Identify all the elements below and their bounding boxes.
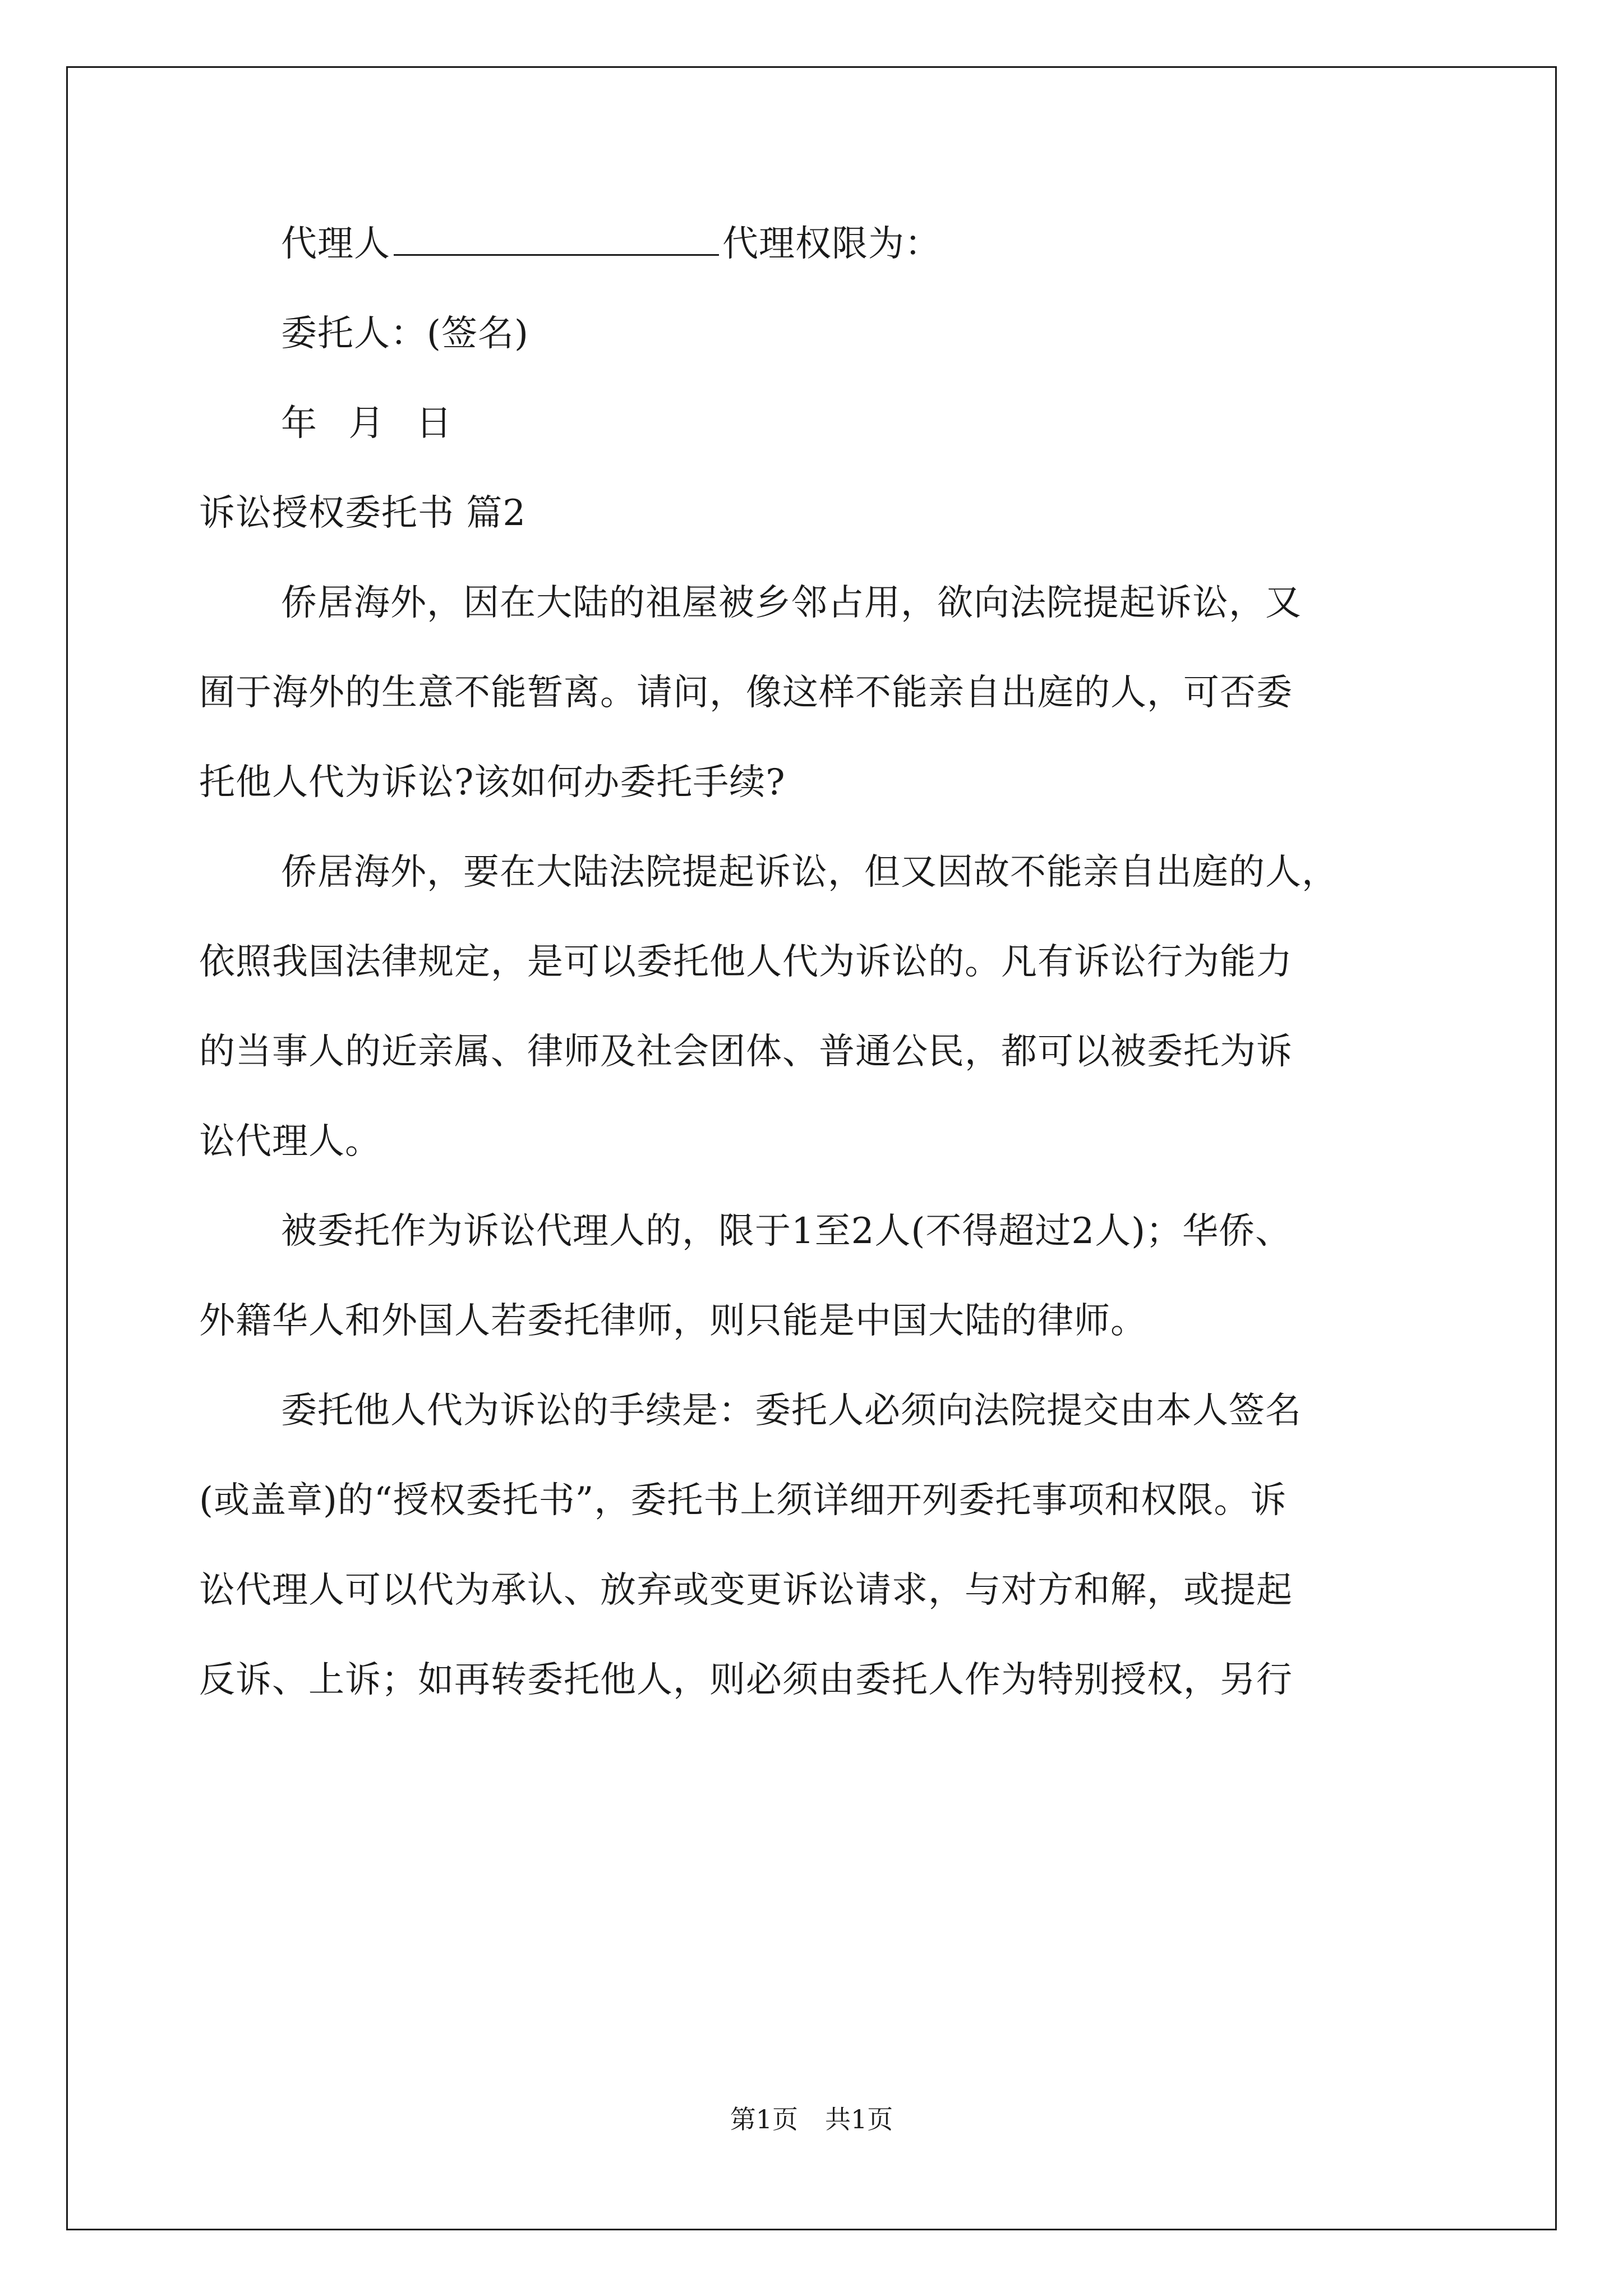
paragraph-line: 依照我国法律规定，是可以委托他人代为诉讼的。凡有诉讼行为能力 — [199, 941, 1293, 983]
paragraph-line: 讼代理人可以代为承认、放弃或变更诉讼请求，与对方和解，或提起 — [199, 1570, 1293, 1611]
page-footer — [0, 2102, 1623, 2136]
authority-label: 代理权限为： — [722, 223, 941, 265]
agent-blank-line — [394, 223, 719, 256]
paragraph-line: 囿于海外的生意不能暂离。请问，像这样不能亲自出庭的人，可否委 — [199, 672, 1293, 714]
paragraph-line: 的当事人的近亲属、律师及社会团体、普通公民，都可以被委托为诉 — [199, 1031, 1293, 1073]
agent-authority-line — [281, 222, 941, 266]
page-number: 第1页 — [730, 2104, 798, 2134]
paragraph-line: 被委托作为诉讼代理人的，限于1至2人(不得超过2人)；华侨、 — [281, 1211, 1292, 1252]
page-total: 共1页 — [825, 2104, 893, 2134]
agent-label: 代理人 — [281, 223, 390, 265]
paragraph-line: 委托他人代为诉讼的手续是：委托人必须向法院提交由本人签名 — [281, 1390, 1302, 1432]
paragraph-line: 托他人代为诉讼?该如何办委托手续? — [199, 762, 786, 803]
paragraph-line: 侨居海外，因在大陆的祖屋被乡邻占用，欲向法院提起诉讼，又 — [281, 582, 1302, 624]
paragraph-line: 讼代理人。 — [199, 1121, 381, 1162]
paragraph-line: (或盖章)的“授权委托书”，委托书上须详细开列委托事项和权限。诉 — [199, 1480, 1287, 1521]
section-title: 诉讼授权委托书 篇2 — [199, 493, 527, 534]
date-line: 年 月 日 — [281, 403, 462, 444]
paragraph-line: 外籍华人和外国人若委托律师，则只能是中国大陆的律师。 — [199, 1300, 1147, 1342]
paragraph-line: 侨居海外，要在大陆法院提起诉讼，但又因故不能亲自出庭的人， — [281, 852, 1338, 893]
principal-signature-line: 委托人：(签名) — [281, 313, 529, 355]
paragraph-line: 反诉、上诉；如再转委托他人，则必须由委托人作为特别授权，另行 — [199, 1659, 1293, 1701]
